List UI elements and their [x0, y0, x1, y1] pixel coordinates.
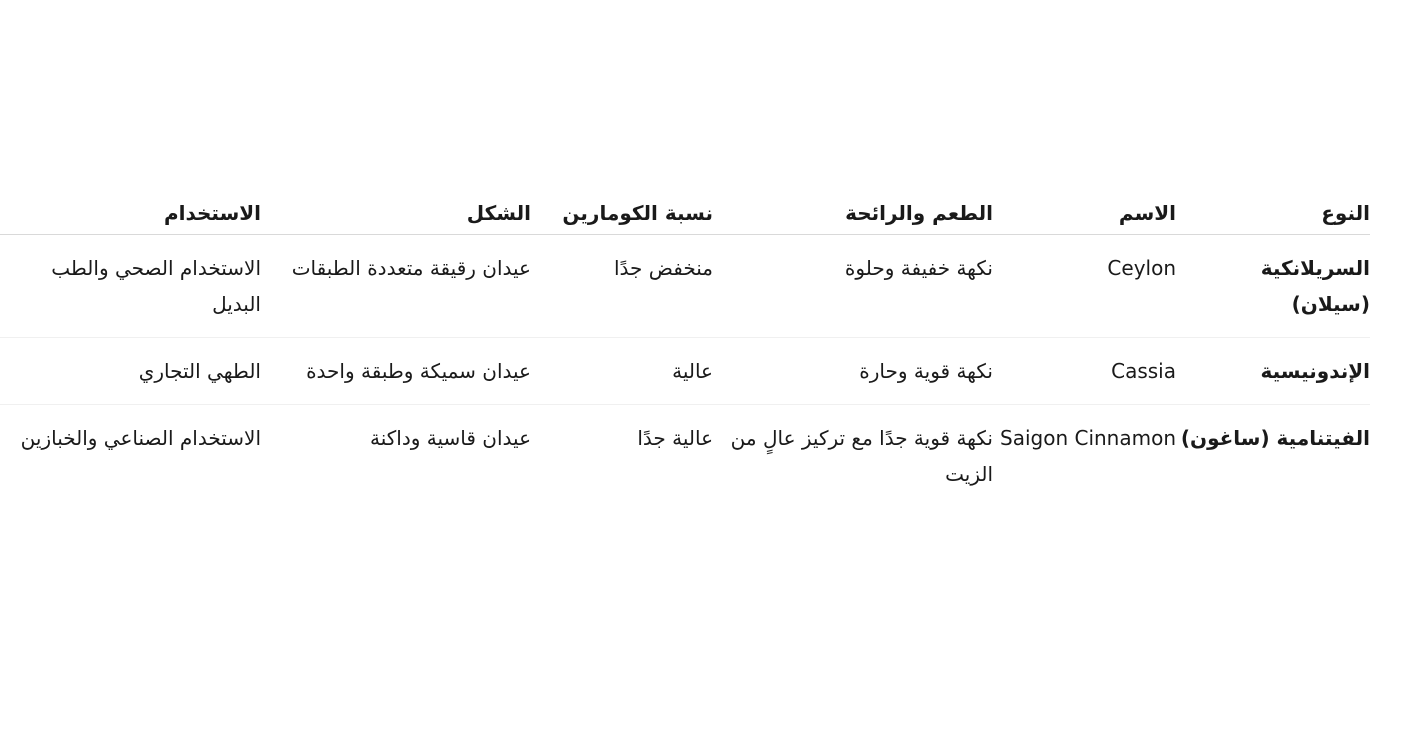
- cell-name: Saigon Cinnamon: [1000, 426, 1176, 450]
- header-type: النوع: [1176, 188, 1370, 235]
- cell-name: Cassia: [993, 338, 1176, 405]
- table-row: [0, 235, 1370, 338]
- table-row: [0, 405, 1370, 508]
- cell-shape: عيدان قاسية وداكنة: [370, 426, 531, 450]
- header-row: [0, 188, 1370, 235]
- cell-taste: نكهة قوية جدًا مع تركيز عالٍ من الزيت: [730, 426, 993, 486]
- table-header: [0, 188, 1370, 235]
- cell-taste: نكهة قوية وحارة: [713, 338, 993, 405]
- header-name: الاسم: [993, 188, 1176, 235]
- table-body: [0, 235, 1370, 508]
- cell-shape: عيدان رقيقة متعددة الطبقات: [261, 235, 531, 338]
- cell-taste: نكهة خفيفة وحلوة: [713, 235, 993, 338]
- cell-type: الفيتنامية (ساغون): [1180, 426, 1370, 450]
- header-shape: الشكل: [261, 188, 531, 235]
- cell-usage: الطهي التجاري: [0, 338, 261, 405]
- cell-type: السريلانكية (سيلان): [1176, 235, 1370, 338]
- header-usage: الاستخدام: [0, 188, 261, 235]
- header-coumarin: نسبة الكومارين: [531, 188, 713, 235]
- header-taste: الطعم والرائحة: [713, 188, 993, 235]
- cell-name: Ceylon: [993, 235, 1176, 338]
- cell-coumarin: منخفض جدًا: [531, 235, 713, 338]
- cell-usage: الاستخدام الصحي والطب البديل: [0, 235, 261, 338]
- cell-usage: الاستخدام الصناعي والخبازين: [20, 426, 261, 450]
- cell-shape: عيدان سميكة وطبقة واحدة: [261, 338, 531, 405]
- cell-coumarin: عالية جدًا: [637, 426, 713, 450]
- cell-type: الإندونيسية: [1176, 338, 1370, 405]
- table-row: [0, 338, 1370, 405]
- cinnamon-types-table: [0, 188, 1370, 507]
- cell-coumarin: عالية: [531, 338, 713, 405]
